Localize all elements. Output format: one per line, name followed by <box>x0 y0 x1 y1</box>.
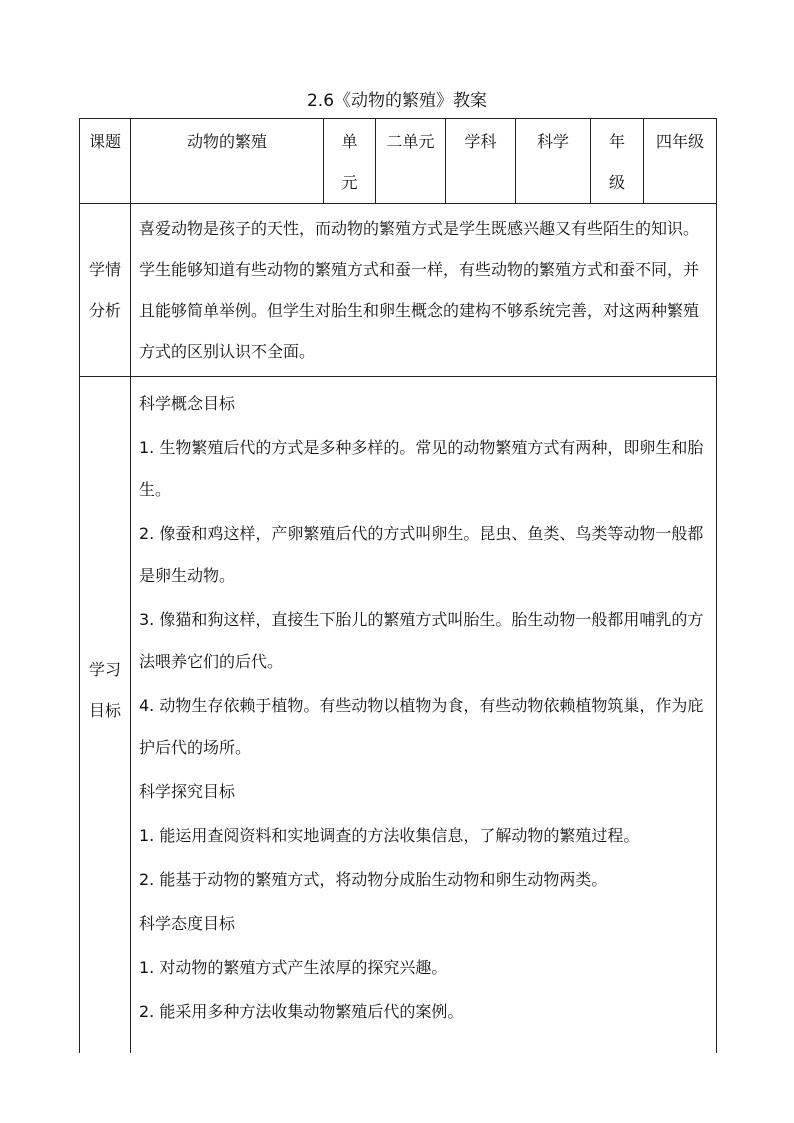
document-title: 2.6《动物的繁殖》教案 <box>306 91 488 111</box>
grade-label: 年级 <box>591 119 644 204</box>
unit-label: 单元 <box>324 119 376 204</box>
subject-value: 科学 <box>516 119 591 204</box>
unit-value: 二单元 <box>376 119 446 204</box>
lesson-plan-table <box>79 118 717 1053</box>
goal-item: 1. 对动物的繁殖方式产生浓厚的探究兴趣。 <box>139 958 448 977</box>
goal-heading-inquiry: 科学探究目标 <box>139 782 236 801</box>
goal-item: 4. 动物生存依赖于植物。有些动物以植物为食，有些动物依赖植物筑巢，作为庇护后代的场所。 <box>139 696 704 757</box>
analysis-label: 学情分析 <box>80 204 131 377</box>
goals-label: 学习目标 <box>80 377 131 1054</box>
goals-row <box>80 377 717 1054</box>
subject-label: 学科 <box>446 119 516 204</box>
analysis-text: 喜爱动物是孩子的天性，而动物的繁殖方式是学生既感兴趣又有些陌生的知识。学生能够知道有些动物的繁殖方式和蚕一样，有些动物的繁殖方式和蚕不同，并且能够简单举例。但学生对胎生和卵生概念的建构不够系统完善，对这两种繁殖方式的区别认识不全面。 <box>131 204 717 377</box>
goal-heading-attitude: 科学态度目标 <box>139 914 236 933</box>
grade-value: 四年级 <box>644 119 717 204</box>
goal-item: 1. 能运用查阅资料和实地调查的方法收集信息，了解动物的繁殖过程。 <box>139 826 640 845</box>
header-row <box>80 119 717 204</box>
goal-item: 3. 像猫和狗这样，直接生下胎儿的繁殖方式叫胎生。胎生动物一般都用哺乳的方法喂养它们的后代。 <box>139 610 704 671</box>
goal-item: 2. 能采用多种方法收集动物繁殖后代的案例。 <box>139 1002 464 1021</box>
topic-value: 动物的繁殖 <box>131 119 324 204</box>
goal-item: 2. 像蚕和鸡这样，产卵繁殖后代的方式叫卵生。昆虫、鱼类、鸟类等动物一般都是卵生动物。 <box>139 524 704 585</box>
analysis-row <box>80 204 717 377</box>
goals-content <box>131 377 717 1054</box>
goal-item: 1. 生物繁殖后代的方式是多种多样的。常见的动物繁殖方式有两种，即卵生和胎生。 <box>139 438 704 499</box>
goal-item: 2. 能基于动物的繁殖方式，将动物分成胎生动物和卵生动物两类。 <box>139 870 608 889</box>
goal-heading-concept: 科学概念目标 <box>139 394 236 413</box>
topic-label: 课题 <box>80 119 131 204</box>
